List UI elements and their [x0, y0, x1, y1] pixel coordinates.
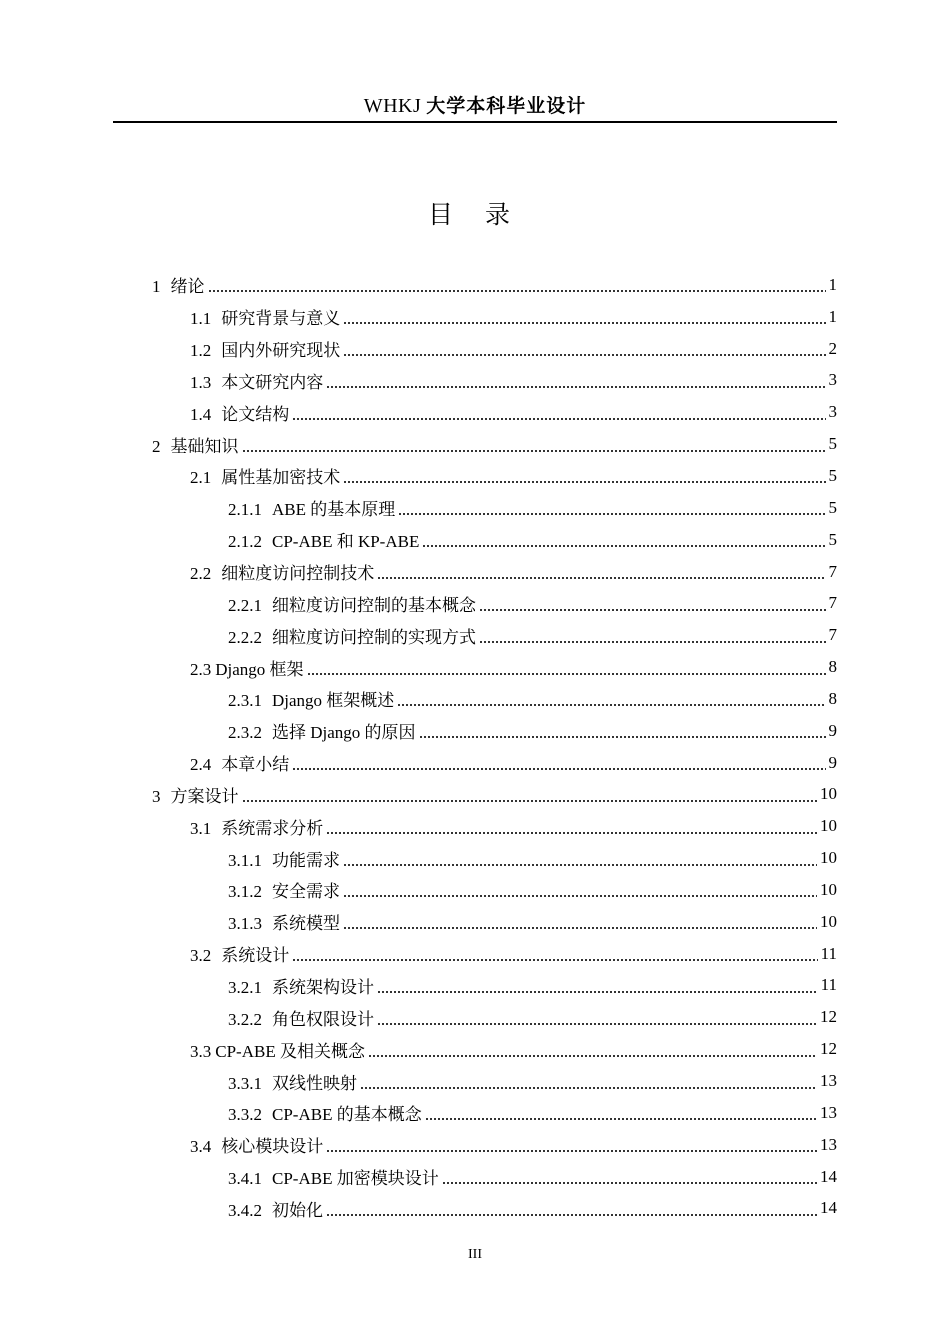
toc-entry-text: 功能需求: [272, 850, 340, 870]
toc-dot-leader: [343, 913, 817, 930]
toc-entry-number: 3.2: [190, 946, 212, 966]
toc-entry-page: 9: [828, 720, 837, 740]
toc-entry-label: [228, 877, 341, 902]
toc-entry[interactable]: [0, 651, 837, 683]
toc-entry-page: 8: [828, 688, 837, 708]
toc-entry-page: 5: [828, 434, 837, 454]
toc-dot-leader: [398, 499, 825, 516]
toc-entry[interactable]: [0, 396, 837, 428]
toc-entry-text: 双线性映射: [272, 1073, 357, 1093]
toc-entry-page: 10: [820, 848, 837, 868]
toc-entry-text: 研究背景与意义: [221, 309, 341, 329]
toc-entry-number: 3.4.1: [228, 1169, 262, 1189]
toc-entry[interactable]: [0, 1161, 837, 1193]
toc-entry-label: [228, 973, 375, 998]
header-latin: WHKJ: [363, 95, 422, 117]
toc-entry-page: 14: [820, 1198, 837, 1218]
toc-entry[interactable]: [0, 556, 837, 588]
toc-entry-text: 系统模型: [272, 914, 340, 934]
toc-dot-leader: [425, 1104, 817, 1121]
toc-entry-text: 本文研究内容: [221, 372, 324, 392]
toc-entry-label: [190, 941, 290, 966]
toc-entry-text: CP-ABE 加密模块设计: [272, 1169, 439, 1189]
toc-entry-number: 3.3: [190, 1041, 212, 1061]
page-number: III: [468, 1247, 482, 1262]
toc-entry-number: 2.3.1: [228, 691, 262, 711]
toc-entry-number: 1: [152, 277, 161, 297]
toc-entry-text: 论文结构: [221, 404, 290, 424]
toc-entry-label: [228, 495, 396, 520]
toc-entry-text: CP-ABE 的基本概念: [272, 1105, 422, 1125]
toc-entry[interactable]: [0, 1065, 837, 1097]
toc-entry-number: 2.2.1: [228, 595, 262, 615]
toc-entry-number: 2.3.2: [228, 723, 262, 743]
toc-dot-leader: [368, 1041, 817, 1058]
toc-entry-number: 2.3: [190, 659, 212, 679]
toc-entry-page: 9: [828, 752, 837, 772]
toc-entry-page: 10: [820, 784, 837, 804]
toc-dot-leader: [343, 340, 825, 357]
toc-dot-leader: [343, 467, 825, 484]
toc-entry[interactable]: [0, 683, 837, 715]
toc-entry[interactable]: [0, 587, 837, 619]
toc-dot-leader: [242, 786, 818, 803]
toc-entry-label: [152, 782, 240, 807]
toc-entry-page: 2: [828, 338, 837, 358]
toc-entry-number: 3.4.2: [228, 1200, 262, 1220]
toc-entry-label: [190, 304, 341, 329]
toc-entry[interactable]: [0, 428, 837, 460]
toc-entry-label: [190, 814, 324, 839]
toc-entry[interactable]: [0, 1097, 837, 1129]
toc-entry[interactable]: [0, 779, 837, 811]
toc-entry-label: [190, 1037, 366, 1062]
toc-entry-page: 10: [820, 816, 837, 836]
toc-entry-page: 13: [820, 1071, 837, 1091]
toc-entry[interactable]: [0, 269, 837, 301]
toc-entry-page: 13: [820, 1134, 837, 1154]
toc-entry-page: 7: [828, 561, 837, 581]
toc-entry-number: 2.1: [190, 468, 212, 488]
toc-entry-number: 2: [152, 436, 161, 456]
toc-entry-text: 系统需求分析: [221, 818, 324, 838]
toc-dot-leader: [307, 659, 826, 676]
toc-entry-number: 3.4: [190, 1137, 212, 1157]
toc-entry[interactable]: [0, 810, 837, 842]
toc-entry-text: 细粒度访问控制的基本概念: [272, 595, 476, 615]
toc-entry-text: 方案设计: [170, 786, 239, 806]
toc-entry[interactable]: [0, 715, 837, 747]
toc-entry-page: 10: [820, 879, 837, 899]
toc-entry-label: [228, 909, 341, 934]
toc-entry-text: 细粒度访问控制的实现方式: [272, 627, 476, 647]
toc-entry[interactable]: [0, 301, 837, 333]
toc-entry[interactable]: [0, 524, 837, 556]
toc-entry-text: ABE 的基本原理: [272, 500, 396, 520]
toc-dot-leader: [292, 754, 825, 771]
toc-entry-page: 12: [820, 1039, 837, 1059]
toc-entry-number: 1.3: [190, 372, 212, 392]
toc-dot-leader: [326, 1200, 817, 1217]
toc-entry-page: 1: [828, 274, 837, 294]
toc-entry-number: 2.2: [190, 564, 212, 584]
toc-entry-label: [228, 846, 341, 871]
toc-entry-label: [228, 1164, 440, 1189]
toc-entry[interactable]: [0, 1192, 837, 1224]
toc-entry-number: 1.2: [190, 341, 212, 361]
toc-entry-number: 1.4: [190, 404, 212, 424]
toc-dot-leader: [422, 531, 825, 548]
toc-entry-text: 属性基加密技术: [221, 468, 341, 488]
toc-entry[interactable]: [0, 1129, 837, 1161]
toc-entry-number: 3.2.2: [228, 1009, 262, 1029]
header-rule: [113, 121, 837, 123]
toc-dot-leader: [479, 627, 826, 644]
toc-entry[interactable]: [0, 365, 837, 397]
toc-entry-page: 7: [828, 625, 837, 645]
toc-entry-page: 12: [820, 1007, 837, 1027]
toc-entry-page: 5: [828, 497, 837, 517]
table-of-contents: [0, 269, 950, 1224]
toc-entry[interactable]: [0, 747, 837, 779]
toc-entry-label: [190, 559, 375, 584]
toc-dot-leader: [442, 1168, 817, 1185]
page-header: [113, 92, 837, 120]
toc-entry-page: 3: [828, 402, 837, 422]
toc-entry-label: [228, 527, 420, 552]
toc-entry-label: [190, 655, 305, 680]
toc-entry-number: 1.1: [190, 309, 212, 329]
toc-entry-number: 3.1.3: [228, 914, 262, 934]
toc-entry-label: [190, 368, 324, 393]
toc-entry-label: [228, 718, 417, 743]
toc-entry-text: 本章小结: [221, 755, 290, 775]
toc-entry[interactable]: [0, 970, 837, 1002]
toc-dot-leader: [208, 276, 826, 293]
toc-entry-text: Django 框架: [215, 659, 304, 679]
toc-entry-text: 基础知识: [170, 436, 239, 456]
toc-dot-leader: [479, 595, 826, 612]
toc-entry-page: 5: [828, 529, 837, 549]
toc-entry-text: 细粒度访问控制技术: [221, 564, 375, 584]
toc-entry-label: [190, 1132, 324, 1157]
toc-dot-leader: [377, 563, 825, 580]
toc-entry-label: [228, 686, 395, 711]
toc-entry-number: 3: [152, 786, 161, 806]
toc-entry-text: CP-ABE 及相关概念: [215, 1041, 365, 1061]
toc-entry-label: [228, 1005, 375, 1030]
toc-entry-text: 绪论: [170, 277, 205, 297]
toc-entry-text: CP-ABE 和 KP-ABE: [272, 532, 420, 552]
toc-entry-number: 2.4: [190, 755, 212, 775]
toc-entry-page: 5: [828, 465, 837, 485]
toc-entry[interactable]: [0, 842, 837, 874]
toc-entry[interactable]: [0, 492, 837, 524]
toc-entry[interactable]: [0, 460, 837, 492]
toc-entry-page: 11: [820, 943, 837, 963]
toc-entry-number: 3.1: [190, 818, 212, 838]
toc-dot-leader: [360, 1073, 817, 1090]
toc-entry[interactable]: [0, 1001, 837, 1033]
toc-entry-page: 7: [828, 593, 837, 613]
toc-entry[interactable]: [0, 333, 837, 365]
toc-dot-leader: [419, 722, 826, 739]
toc-entry-label: [152, 272, 206, 297]
toc-entry-text: 选择 Django 的原因: [272, 723, 416, 743]
header-title: 大学本科毕业设计: [426, 95, 587, 117]
toc-entry-page: 1: [828, 306, 837, 326]
toc-entry-text: 系统设计: [221, 946, 290, 966]
toc-dot-leader: [343, 881, 817, 898]
toc-dot-leader: [343, 308, 825, 325]
toc-entry-number: 3.2.1: [228, 977, 262, 997]
toc-entry-label: [190, 336, 341, 361]
toc-entry-page: 8: [828, 657, 837, 677]
toc-dot-leader: [377, 977, 818, 994]
toc-entry-number: 3.1.1: [228, 850, 262, 870]
toc-entry-page: 14: [820, 1166, 837, 1186]
toc-entry-number: 3.3.1: [228, 1073, 262, 1093]
toc-entry-text: 角色权限设计: [272, 1009, 374, 1029]
toc-entry-page: 3: [828, 370, 837, 390]
toc-dot-leader: [326, 1136, 817, 1153]
toc-entry[interactable]: [0, 1033, 837, 1065]
toc-entry[interactable]: [0, 874, 837, 906]
toc-dot-leader: [292, 404, 825, 421]
toc-dot-leader: [326, 372, 825, 389]
toc-entry-label: [228, 623, 477, 648]
toc-entry-number: 2.1.2: [228, 532, 262, 552]
toc-dot-leader: [377, 1009, 817, 1026]
toc-entry-label: [190, 400, 290, 425]
toc-entry-text: 核心模块设计: [221, 1137, 324, 1157]
toc-entry-text: 国内外研究现状: [221, 341, 341, 361]
toc-entry-page: 11: [820, 975, 837, 995]
toc-entry-label: [228, 1069, 358, 1094]
toc-entry-label: [152, 432, 240, 457]
toc-entry-label: [190, 463, 341, 488]
toc-entry-number: 2.1.1: [228, 500, 262, 520]
toc-entry-text: 系统架构设计: [272, 977, 374, 997]
toc-dot-leader: [326, 818, 817, 835]
toc-entry-number: 3.3.2: [228, 1105, 262, 1125]
toc-entry-label: [228, 591, 477, 616]
toc-entry-number: 3.1.2: [228, 882, 262, 902]
toc-entry-label: [228, 1100, 423, 1125]
toc-entry-label: [190, 750, 290, 775]
toc-dot-leader: [242, 436, 826, 453]
toc-entry-page: 13: [820, 1102, 837, 1122]
toc-entry-text: 安全需求: [272, 882, 340, 902]
toc-entry-number: 2.2.2: [228, 627, 262, 647]
page-title: 目 录: [428, 200, 522, 229]
toc-entry-page: 10: [820, 911, 837, 931]
toc-entry[interactable]: [0, 906, 837, 938]
toc-entry[interactable]: [0, 619, 837, 651]
toc-dot-leader: [343, 850, 817, 867]
toc-entry[interactable]: [0, 938, 837, 970]
toc-dot-leader: [292, 945, 817, 962]
toc-entry-text: Django 框架概述: [272, 691, 395, 711]
toc-entry-text: 初始化: [272, 1200, 323, 1220]
toc-dot-leader: [397, 690, 825, 707]
toc-entry-label: [228, 1196, 324, 1221]
